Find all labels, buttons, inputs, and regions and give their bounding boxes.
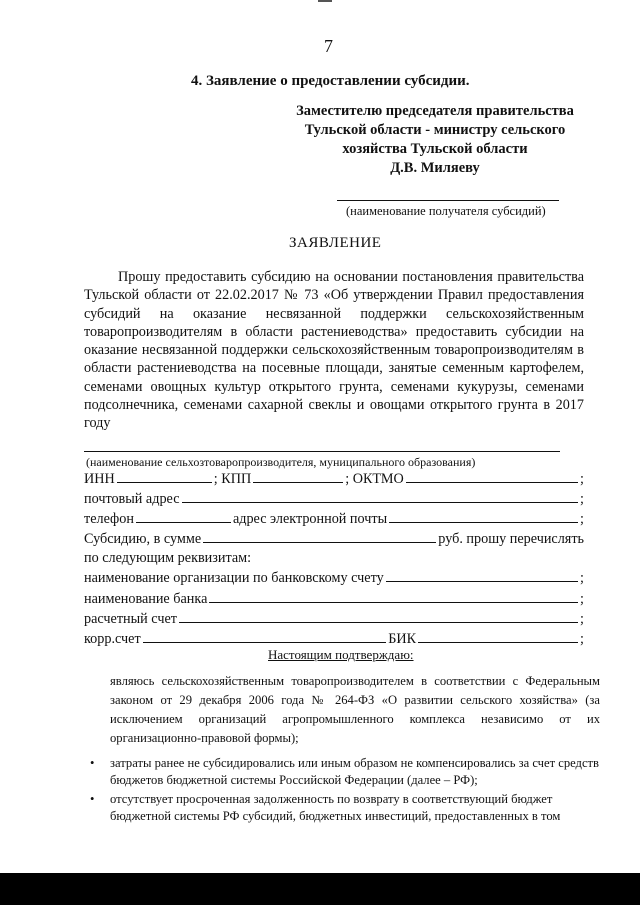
requisites-form [84,469,584,649]
page-number: 7 [324,36,333,56]
addressee-line: Заместителю председателя правительства [296,103,574,119]
corr-label: корр.счет [84,630,141,647]
postal-row [84,489,584,509]
recipient-caption: (наименование получателя субсидий) [346,204,546,218]
kpp-field[interactable] [253,469,343,483]
amount-label: Субсидию, в сумме [84,531,202,548]
org-caption: (наименование сельхозтоваропроизводителя, муниципального образования) [86,455,476,469]
row-terminator: ; [580,630,584,647]
bik-field[interactable] [418,629,578,643]
bank-name-field[interactable] [209,589,578,603]
addressee-block [270,102,600,178]
confirm-block [110,672,600,748]
list-item [90,755,600,789]
details-row [84,549,584,568]
email-field[interactable] [389,509,578,523]
bank-org-row [84,568,584,588]
oktmo-label: ; ОКТМО [345,471,404,487]
list-item [90,791,600,825]
scan-border [0,873,640,905]
bullet-list [90,755,600,827]
corr-row [84,629,584,649]
inn-row [84,469,584,489]
org-name-fill-line[interactable] [84,451,560,452]
section-title: 4. Заявление о предоставлении субсидии. [191,73,470,89]
phone-row [84,509,584,529]
row-terminator: ; [580,471,584,487]
account-label: расчетный счет [84,610,177,627]
request-paragraph: Прошу предоставить субсидию на основании постановления правительства Тульской области от 22.02.2017 № 73 «Об утверждении Правил предоставления субсидий на оказание несвязанной поддержки сельскохозяйственным товаропроизводителям в области растениеводства» предоставить субсидии на оказание несвязанной поддержки сельскохозяйственным товаропроизводителям в области растениеводства на посевные площади, занятые семенным картофелем, семенами овощных культур открытого грунта, семенами кукурузы, семенами подсолнечника, семенами сахарной свеклы и овощами открытого грунта в 2017 году [84,269,584,432]
confirm-title: Настоящим подтверждаю: [268,647,414,662]
bank-org-field[interactable] [386,568,578,582]
corr-field[interactable] [143,629,387,643]
bik-label: БИК [388,630,417,647]
phone-field[interactable] [136,509,231,523]
inn-field[interactable] [117,469,212,483]
account-row [84,609,584,629]
postal-label: почтовый адрес [84,491,180,508]
postal-field[interactable] [182,489,579,503]
account-field[interactable] [179,609,578,623]
row-terminator: ; [580,491,584,508]
row-terminator: ; [580,610,584,627]
details-label: по следующим реквизитам: [84,550,252,567]
bullet-icon: • [90,756,95,770]
row-terminator: ; [580,511,584,528]
row-terminator: ; [580,590,584,607]
oktmo-field[interactable] [406,469,578,483]
amount-row [84,529,584,549]
request-paragraph-block [84,268,584,433]
phone-label: телефон [84,511,134,528]
list-item-text: отсутствует просроченная задолженность по возврату в соответствующий бюджет бюджетной системы РФ субсидий, бюджетных инвестиций, предоставленных в том [110,792,561,823]
row-terminator: ; [580,570,584,587]
document-title: ЗАЯВЛЕНИЕ [289,235,382,251]
bank-name-row [84,589,584,609]
confirm-paragraph: являюсь сельскохозяйственным товаропроизводителем в соответствии с Федеральным законом от 29 декабря 2006 года № 264-ФЗ «О развитии сельского хозяйства» (за исключением организаций агропромышленного комплекса независимо от их организационно-правовой формы); [110,674,600,745]
bank-org-label: наименование организации по банковскому счету [84,570,384,587]
addressee-line: хозяйства Тульской области [342,141,528,157]
email-label: адрес электронной почты [232,511,388,528]
amount-field[interactable] [203,529,436,543]
bank-name-label: наименование банка [84,590,208,607]
kpp-label: ; КПП [213,471,252,487]
recipient-fill-line[interactable] [337,200,559,201]
addressee-line: Тульской области - министру сельского [304,122,566,138]
scan-mark [318,0,332,2]
rub-label: руб. прошу перечислять [438,531,584,548]
list-item-text: затраты ранее не субсидировались или иным образом не компенсировались за счет средств бюджетов бюджетной системы Российской Федерации (далее – РФ); [110,756,600,787]
addressee-line: Д.В. Миляеву [390,160,480,176]
bullet-icon: • [90,792,95,806]
inn-label: ИНН [84,471,115,487]
